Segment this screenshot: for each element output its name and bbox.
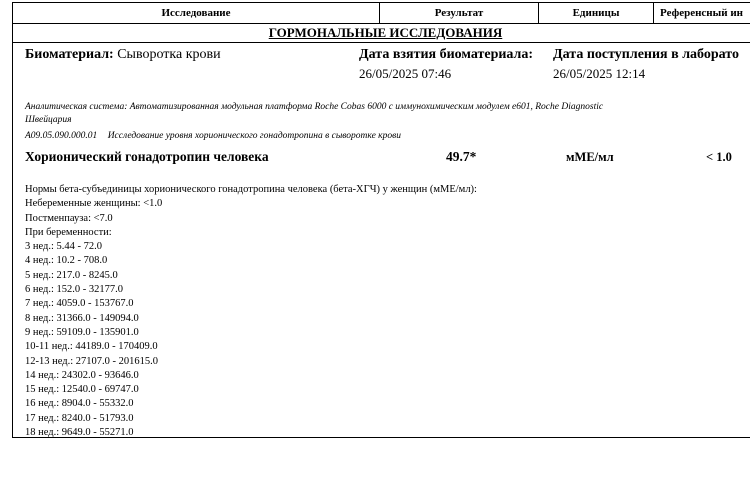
reference-norms xyxy=(25,183,477,440)
header-test: Исследование xyxy=(13,3,380,23)
norm-line: Постменпауза: <7.0 xyxy=(25,212,113,224)
analytic-system xyxy=(25,101,750,127)
norms-title: Нормы бета-субъединицы хорионического гонадотропина человека (бета-ХГЧ) у женщин (мМЕ/мл): xyxy=(25,184,477,195)
norm-line: 4 нед.: 10.2 - 708.0 xyxy=(25,255,108,267)
biomaterial-value: Сыворотка крови xyxy=(117,47,221,62)
norm-line: 3 нед.: 5.44 - 72.0 xyxy=(25,241,103,253)
norm-line: 7 нед.: 4059.0 - 153767.0 xyxy=(25,298,134,310)
norm-line: 18 нед.: 9649.0 - 55271.0 xyxy=(25,427,134,439)
received-date-value: 26/05/2025 12:14 xyxy=(553,66,646,81)
header-reference: Референсный ин xyxy=(660,7,743,19)
norm-line: 6 нед.: 152.0 - 32177.0 xyxy=(25,284,124,296)
biomaterial xyxy=(25,47,221,63)
collection-date-label: Дата взятия биоматериала: xyxy=(359,47,534,62)
lab-report xyxy=(12,2,750,438)
norm-line: 9 нед.: 59109.0 - 135901.0 xyxy=(25,326,139,338)
service-name: Исследование уровня хорионического гонадотропина в сыворотке крови xyxy=(107,131,401,141)
result-reference: < 1.0 xyxy=(706,150,732,164)
header-result: Результат xyxy=(380,3,539,23)
section-divider xyxy=(13,42,750,43)
collection-date-value: 26/05/2025 07:46 xyxy=(359,66,452,81)
norm-line: 10-11 нед.: 44189.0 - 170409.0 xyxy=(25,341,158,353)
norm-line: 15 нед.: 12540.0 - 69747.0 xyxy=(25,384,139,396)
received-date-label: Дата поступления в лаборато xyxy=(553,47,739,62)
norm-line: 14 нед.: 24302.0 - 93646.0 xyxy=(25,369,139,381)
norm-line: 8 нед.: 31366.0 - 149094.0 xyxy=(25,312,139,324)
service-line xyxy=(25,131,401,141)
norm-line: 17 нед.: 8240.0 - 51793.0 xyxy=(25,412,134,424)
norm-line: 12-13 нед.: 27107.0 - 201615.0 xyxy=(25,355,159,367)
biomaterial-label: Биоматериал: xyxy=(25,47,114,62)
service-code: A09.05.090.000.01 xyxy=(25,131,98,141)
header-units: Единицы xyxy=(539,3,654,23)
norm-line: 16 нед.: 8904.0 - 55332.0 xyxy=(25,398,134,410)
norm-line: 5 нед.: 217.0 - 8245.0 xyxy=(25,269,118,281)
result-name: Хорионический гонадотропин человека xyxy=(25,149,269,164)
norm-line: При беременности: xyxy=(25,226,112,238)
norm-line: Небеременные женщины: <1.0 xyxy=(25,198,163,210)
result-units: мМЕ/мл xyxy=(566,150,614,164)
section-title: ГОРМОНАЛЬНЫЕ ИССЛЕДОВАНИЯ xyxy=(268,25,503,40)
result-value: 49.7* xyxy=(446,149,477,164)
analytic-system-country: Швейцария xyxy=(25,115,72,125)
analytic-system-text: Аналитическая система: Автоматизированная модульная платформа Roche Cobas 6000 с иммунохимическим модулем e601, Roche Diagnostic xyxy=(25,102,604,112)
table-header xyxy=(13,2,750,24)
